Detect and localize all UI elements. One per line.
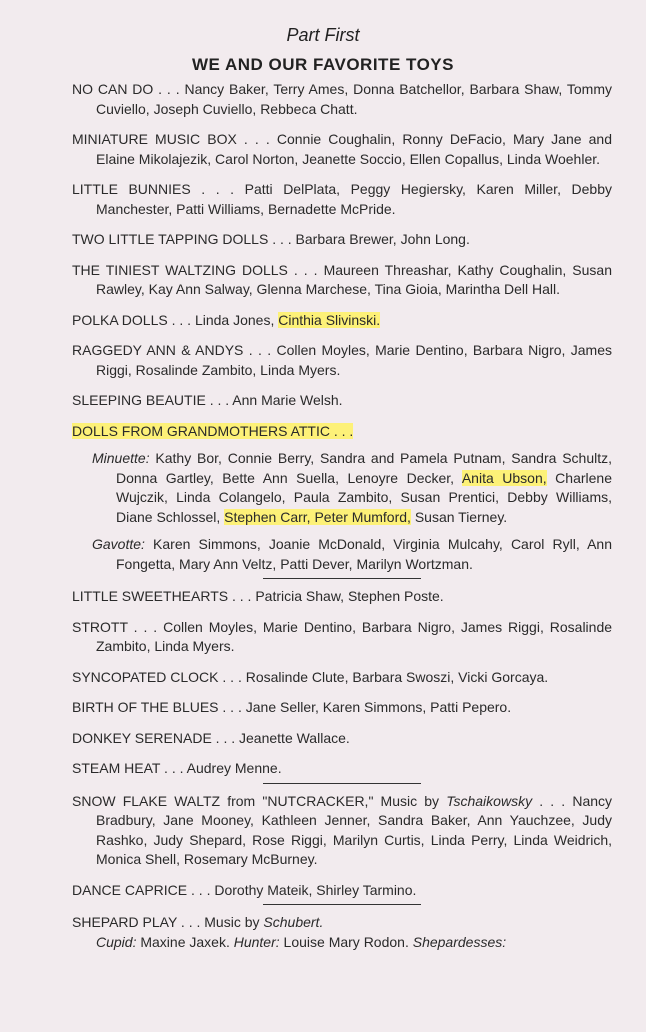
divider xyxy=(263,904,421,905)
divider xyxy=(263,783,421,784)
entry-shepard-play: SHEPARD PLAY . . . Music by Schubert. Cupid: Maxine Jaxek. Hunter: Louise Mary Rodon. Shepardesses: xyxy=(72,914,507,950)
highlighted-title: DOLLS FROM GRANDMOTHERS ATTIC . . . xyxy=(72,422,354,439)
entry-raggedy-ann: RAGGEDY ANN & ANDYS . . . Collen Moyles, Marie Dentino, Barbara Nigro, James Riggi, Rosalinde Zambito, Linda Myers. xyxy=(72,342,613,378)
highlighted-name: Stephen Carr, Peter Mumford, xyxy=(224,508,411,525)
entry-little-sweethearts: LITTLE SWEETHEARTS . . . Patricia Shaw, Stephen Poste. xyxy=(72,588,444,604)
entry-little-bunnies: LITTLE BUNNIES . . . Patti DelPlata, Peggy Hegiersky, Karen Miller, Debby Manchester, Patti Williams, Bernadette McPride. xyxy=(72,181,612,217)
entry-steam-heat: STEAM HEAT . . . Audrey Menne. xyxy=(72,760,282,776)
entry-sleeping-beautie: SLEEPING BEAUTIE . . . Ann Marie Welsh. xyxy=(72,392,343,408)
entry-no-can-do: NO CAN DO . . . Nancy Baker, Terry Ames, Donna Batchellor, Barbara Shaw, Tommy Cuviello, Joseph Cuviello, Rebbeca Chatt. xyxy=(72,81,612,117)
program-content xyxy=(72,80,612,963)
highlighted-name: Cinthia Slivinski. xyxy=(278,311,381,328)
entry-dance-caprice: DANCE CAPRICE . . . Dorothy Mateik, Shirley Tarmino. xyxy=(72,881,417,898)
entry-grandmothers-attic xyxy=(72,422,612,442)
divider xyxy=(263,578,421,579)
entry-polka-dolls: POLKA DOLLS . . . Linda Jones, Cinthia Slivinski. xyxy=(72,311,381,328)
entry-miniature-music-box: MINIATURE MUSIC BOX . . . Connie Coughalin, Ronny DeFacio, Mary Jane and Elaine Mikolajezik, Carol Norton, Jeanette Soccio, Ellen Copallus, Linda Woehler. xyxy=(72,131,612,167)
highlighted-name: Anita Ubson, xyxy=(461,469,547,486)
section-heading: WE AND OUR FAVORITE TOYS xyxy=(192,55,454,74)
entry-waltzing-dolls: THE TINIEST WALTZING DOLLS . . . Maureen Threashar, Kathy Coughalin, Susan Rawley, Kay Ann Salway, Glenna Marchese, Tina Gioia, Marintha Dell Hall. xyxy=(72,261,612,297)
entry-strott: STROTT . . . Collen Moyles, Marie Dentino, Barbara Nigro, James Riggi, Rosalinde Zambito, Linda Myers. xyxy=(72,618,613,654)
entry-tapping-dolls: TWO LITTLE TAPPING DOLLS . . . Barbara Brewer, John Long. xyxy=(72,231,470,247)
minuette-group: Minuette: Kathy Bor, Connie Berry, Sandra and Pamela Putnam, Sandra Schultz, Donna Gartley, Bette Ann Suella, Lenoyre Decker, Anita Ubson, Charlene Wujczik, Linda Colangelo, Paula Zambito, Susan Prentici, Debby Williams, Diane Schlossel, Stephen Carr, Peter Mumford, Susan Tierney. xyxy=(92,450,613,525)
entry-syncopated-clock: SYNCOPATED CLOCK . . . Rosalinde Clute, Barbara Swoszi, Vicki Gorcaya. xyxy=(72,668,549,685)
entry-snow-flake-waltz: SNOW FLAKE WALTZ from "NUTCRACKER," Music by Tschaikowsky . . . Nancy Bradbury, Jane Mooney, Kathleen Jenner, Sandra Baker, Ann Yauchzee, Judy Rashko, Judy Shepard, Rose Riggi, Marilyn Curtis, Linda Perry, Linda Weidrich, Monica Shell, Rosemary McBurney. xyxy=(72,792,613,867)
entry-birth-of-blues: BIRTH OF THE BLUES . . . Jane Seller, Karen Simmons, Patti Pepero. xyxy=(72,699,512,715)
gavotte-group: Gavotte: Karen Simmons, Joanie McDonald, Virginia Mulcahy, Carol Ryll, Ann Fongetta, Mary Ann Veltz, Patti Dever, Marilyn Wortzman. xyxy=(92,536,612,572)
part-label: Part First xyxy=(286,25,360,45)
entry-donkey-serenade: DONKEY SERENADE . . . Jeanette Wallace. xyxy=(72,729,350,746)
